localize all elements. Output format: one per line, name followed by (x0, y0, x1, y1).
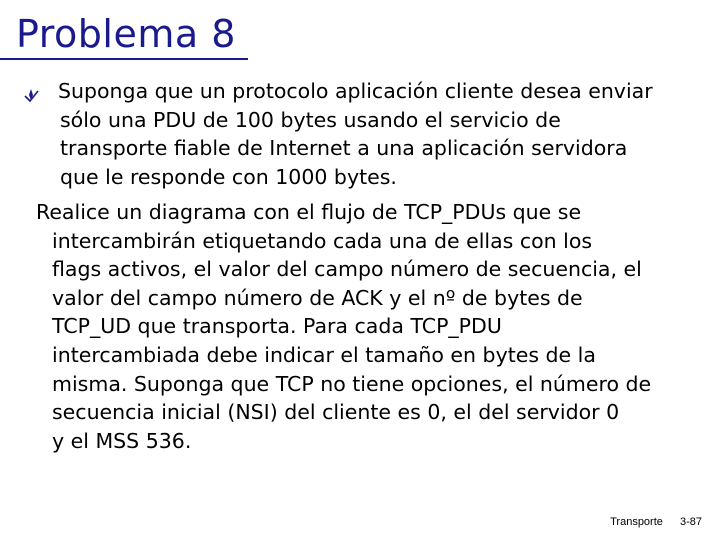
text-line: sólo una PDU de 100 bytes usando el servicio de (60, 107, 561, 132)
text-line: Realice un diagrama con el flujo de TCP_PDUs que se (36, 200, 582, 224)
text-line: flags activos, el valor del campo número de secuencia, el (52, 257, 642, 282)
text-line: y el MSS 536. (52, 428, 192, 453)
text-line: secuencia inicial (NSI) del cliente es 0, el del servidor 0 (52, 400, 620, 425)
text-line: Suponga que un protocolo aplicación cliente desea enviar (58, 79, 653, 103)
slide-title: Problema 8 (16, 12, 236, 56)
text-line: TCP_UD que transporta. Para cada TCP_PDU (52, 314, 502, 339)
text-line: intercambirán etiquetando cada una de ellas con los (52, 228, 593, 253)
text-line: valor del campo número de ACK y el nº de bytes de (52, 285, 583, 310)
text-line: transporte fiable de Internet a una aplicación servidora (60, 136, 628, 161)
instruction-paragraph (36, 198, 696, 455)
footer-section: Transporte (610, 516, 663, 528)
text-line: intercambiada debe indicar el tamaño en bytes de la (52, 342, 596, 367)
page-number: 3-87 (679, 516, 702, 528)
text-line: que le responde con 1000 bytes. (60, 164, 397, 189)
slide-footer (596, 516, 702, 528)
title-underline (0, 58, 248, 60)
bullet-paragraph (38, 77, 698, 191)
text-line: misma. Suponga que TCP no tiene opciones, el número de (52, 371, 652, 396)
